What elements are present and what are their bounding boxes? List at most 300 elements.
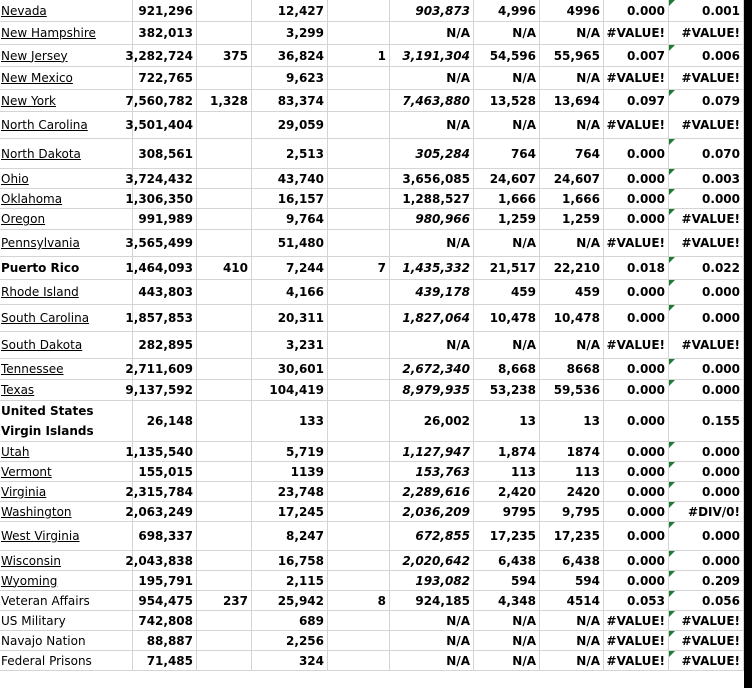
error-indicator-icon xyxy=(669,189,675,195)
grid-cell[interactable]: 439,178 xyxy=(390,280,474,305)
grid-cell[interactable]: 689 xyxy=(252,611,328,631)
grid-cell[interactable]: 4,348 xyxy=(474,591,540,611)
grid-cell[interactable]: 1,135,540 xyxy=(133,442,197,462)
grid-cell[interactable]: 991,989 xyxy=(133,209,197,230)
grid-cell[interactable]: 410 xyxy=(197,257,252,280)
grid-cell[interactable]: 0.000 xyxy=(604,169,669,189)
grid-cell[interactable] xyxy=(328,332,390,359)
grid-cell[interactable] xyxy=(197,611,252,631)
grid-cell[interactable]: #VALUE! xyxy=(604,230,669,257)
grid-cell[interactable]: N/A xyxy=(474,332,540,359)
grid-cell[interactable]: 4,996 xyxy=(474,0,540,22)
grid-cell[interactable] xyxy=(669,0,744,22)
grid-cell[interactable] xyxy=(328,305,390,332)
grid-cell[interactable] xyxy=(669,209,744,230)
error-indicator-icon xyxy=(669,280,675,286)
grid-cell[interactable] xyxy=(669,631,744,651)
grid-cell[interactable]: 2,043,838 xyxy=(133,551,197,571)
grid-cell[interactable]: N/A xyxy=(390,651,474,671)
grid-cell[interactable]: 6,438 xyxy=(474,551,540,571)
grid-cell[interactable]: 0.000 xyxy=(604,0,669,22)
row-label-cell[interactable]: South Carolina xyxy=(0,305,133,332)
grid-cell[interactable]: 0.000 xyxy=(604,209,669,230)
grid-cell[interactable] xyxy=(328,359,390,380)
grid-cell[interactable] xyxy=(197,359,252,380)
grid-cell[interactable]: N/A xyxy=(390,611,474,631)
row-label-cell[interactable]: Utah xyxy=(0,442,133,462)
grid-cell[interactable] xyxy=(197,0,252,22)
grid-cell[interactable]: 0.000 xyxy=(604,551,669,571)
grid-cell[interactable]: 1,666 xyxy=(474,189,540,209)
row-label-cell[interactable]: West Virginia xyxy=(0,522,133,551)
row-label-cell[interactable]: US Military xyxy=(0,611,133,631)
grid-cell[interactable]: 10,478 xyxy=(540,305,604,332)
row-label-cell[interactable]: Puerto Rico xyxy=(0,257,133,280)
grid-cell[interactable] xyxy=(197,482,252,502)
grid-cell[interactable]: #VALUE! xyxy=(604,332,669,359)
grid-cell[interactable] xyxy=(669,359,744,380)
grid-cell[interactable]: 1,874 xyxy=(474,442,540,462)
grid-cell[interactable] xyxy=(669,442,744,462)
grid-cell[interactable] xyxy=(197,230,252,257)
row-label-cell[interactable]: Pennsylvania xyxy=(0,230,133,257)
grid-cell[interactable]: 1,666 xyxy=(540,189,604,209)
grid-cell[interactable]: 0.000 xyxy=(604,502,669,522)
grid-cell[interactable]: N/A xyxy=(540,631,604,651)
row-label-cell[interactable]: Tennessee xyxy=(0,359,133,380)
grid-cell[interactable] xyxy=(328,139,390,169)
grid-cell[interactable]: 13,528 xyxy=(474,90,540,112)
grid-cell[interactable]: 3,656,085 xyxy=(390,169,474,189)
grid-cell[interactable]: 0.000 xyxy=(604,305,669,332)
grid-cell[interactable] xyxy=(328,551,390,571)
row-label-cell[interactable]: Texas xyxy=(0,380,133,401)
cell-value: 0.000 xyxy=(702,191,740,206)
grid-cell[interactable]: 237 xyxy=(197,591,252,611)
grid-cell[interactable]: 153,763 xyxy=(390,462,474,482)
grid-cell[interactable]: N/A xyxy=(540,22,604,45)
grid-cell[interactable]: #VALUE! xyxy=(669,112,744,139)
grid-cell[interactable]: 26,002 xyxy=(390,401,474,442)
grid-cell[interactable]: 0.000 xyxy=(604,280,669,305)
grid-cell[interactable]: 1,827,064 xyxy=(390,305,474,332)
cell-value: 0.056 xyxy=(702,593,740,608)
grid-cell[interactable] xyxy=(328,380,390,401)
grid-cell[interactable]: 375 xyxy=(197,45,252,67)
row-label-cell[interactable]: Oklahoma xyxy=(0,189,133,209)
grid-cell[interactable]: 155,015 xyxy=(133,462,197,482)
grid-cell[interactable]: 88,887 xyxy=(133,631,197,651)
grid-cell[interactable]: 3,724,432 xyxy=(133,169,197,189)
grid-cell[interactable]: 324 xyxy=(252,651,328,671)
grid-cell[interactable]: 1,464,093 xyxy=(133,257,197,280)
grid-cell[interactable] xyxy=(197,380,252,401)
grid-cell[interactable] xyxy=(328,631,390,651)
grid-cell[interactable]: 764 xyxy=(540,139,604,169)
grid-cell[interactable]: 20,311 xyxy=(252,305,328,332)
grid-cell[interactable]: 1,259 xyxy=(474,209,540,230)
grid-cell[interactable] xyxy=(669,462,744,482)
grid-cell[interactable]: 7,244 xyxy=(252,257,328,280)
grid-cell[interactable]: 2,020,642 xyxy=(390,551,474,571)
grid-cell[interactable]: 2420 xyxy=(540,482,604,502)
grid-cell[interactable] xyxy=(328,90,390,112)
grid-cell[interactable]: 2,711,609 xyxy=(133,359,197,380)
grid-cell[interactable]: 53,238 xyxy=(474,380,540,401)
grid-cell[interactable]: 26,148 xyxy=(133,401,197,442)
row-label-cell[interactable]: Oregon xyxy=(0,209,133,230)
grid-cell[interactable]: 443,803 xyxy=(133,280,197,305)
grid-cell[interactable]: #VALUE! xyxy=(669,67,744,90)
grid-cell[interactable]: 0.000 xyxy=(604,482,669,502)
grid-cell[interactable]: 0.053 xyxy=(604,591,669,611)
row-label-cell[interactable]: Federal Prisons xyxy=(0,651,133,671)
grid-cell[interactable]: 133 xyxy=(252,401,328,442)
grid-cell[interactable]: 7,560,782 xyxy=(133,90,197,112)
grid-cell[interactable]: N/A xyxy=(540,611,604,631)
grid-cell[interactable]: 30,601 xyxy=(252,359,328,380)
grid-cell[interactable]: N/A xyxy=(474,112,540,139)
grid-cell[interactable]: 0.000 xyxy=(604,189,669,209)
grid-cell[interactable]: 8,247 xyxy=(252,522,328,551)
grid-cell[interactable]: 0.000 xyxy=(604,571,669,591)
grid-cell[interactable]: 980,966 xyxy=(390,209,474,230)
grid-cell[interactable]: 382,013 xyxy=(133,22,197,45)
grid-cell[interactable]: 8668 xyxy=(540,359,604,380)
grid-cell[interactable]: 0.000 xyxy=(604,462,669,482)
grid-cell[interactable] xyxy=(328,571,390,591)
grid-cell[interactable]: 903,873 xyxy=(390,0,474,22)
grid-cell[interactable]: 0.007 xyxy=(604,45,669,67)
grid-cell[interactable] xyxy=(197,189,252,209)
grid-cell[interactable] xyxy=(328,280,390,305)
grid-cell[interactable]: 1,328 xyxy=(197,90,252,112)
grid-cell[interactable]: 1,857,853 xyxy=(133,305,197,332)
grid-cell[interactable]: 113 xyxy=(540,462,604,482)
grid-cell[interactable] xyxy=(669,522,744,551)
grid-cell[interactable] xyxy=(328,651,390,671)
grid-cell[interactable] xyxy=(669,380,744,401)
grid-cell[interactable]: 594 xyxy=(540,571,604,591)
row-label-cell[interactable]: New Mexico xyxy=(0,67,133,90)
grid-cell[interactable]: 7 xyxy=(328,257,390,280)
grid-cell[interactable]: 4996 xyxy=(540,0,604,22)
row-label-cell[interactable]: Wisconsin xyxy=(0,551,133,571)
grid-cell[interactable]: 3,565,499 xyxy=(133,230,197,257)
row-label-cell[interactable]: Virginia xyxy=(0,482,133,502)
grid-cell[interactable]: 921,296 xyxy=(133,0,197,22)
grid-cell[interactable] xyxy=(328,0,390,22)
grid-cell[interactable]: 13,694 xyxy=(540,90,604,112)
grid-cell[interactable]: 0.000 xyxy=(604,401,669,442)
grid-cell[interactable] xyxy=(197,112,252,139)
grid-cell[interactable]: 7,463,880 xyxy=(390,90,474,112)
grid-cell[interactable] xyxy=(328,169,390,189)
grid-cell[interactable] xyxy=(197,139,252,169)
grid-cell[interactable]: 2,256 xyxy=(252,631,328,651)
grid-cell[interactable] xyxy=(197,442,252,462)
grid-cell[interactable]: 0.155 xyxy=(669,401,744,442)
grid-cell[interactable]: 9,623 xyxy=(252,67,328,90)
grid-cell[interactable]: N/A xyxy=(474,631,540,651)
grid-cell[interactable] xyxy=(669,502,744,522)
grid-cell[interactable]: 2,315,784 xyxy=(133,482,197,502)
grid-cell[interactable]: 12,427 xyxy=(252,0,328,22)
error-indicator-icon xyxy=(669,359,675,365)
grid-cell[interactable]: 51,480 xyxy=(252,230,328,257)
grid-cell[interactable]: 193,082 xyxy=(390,571,474,591)
grid-cell[interactable]: 21,517 xyxy=(474,257,540,280)
grid-cell[interactable]: 9795 xyxy=(474,502,540,522)
grid-cell[interactable] xyxy=(328,482,390,502)
grid-cell[interactable]: #VALUE! xyxy=(604,631,669,651)
grid-cell[interactable]: 1139 xyxy=(252,462,328,482)
grid-cell[interactable]: 3,191,304 xyxy=(390,45,474,67)
grid-cell[interactable]: 1,259 xyxy=(540,209,604,230)
grid-cell[interactable] xyxy=(669,189,744,209)
grid-cell[interactable] xyxy=(669,139,744,169)
grid-cell[interactable] xyxy=(197,502,252,522)
grid-cell[interactable]: 195,791 xyxy=(133,571,197,591)
row-label-cell[interactable]: Navajo Nation xyxy=(0,631,133,651)
grid-cell[interactable]: 2,289,616 xyxy=(390,482,474,502)
grid-cell[interactable]: N/A xyxy=(390,631,474,651)
grid-cell[interactable]: N/A xyxy=(390,112,474,139)
grid-cell[interactable]: 742,808 xyxy=(133,611,197,631)
grid-cell[interactable]: 0.000 xyxy=(604,442,669,462)
row-label-cell[interactable]: United States Virgin Islands xyxy=(0,401,133,442)
grid-cell[interactable]: 17,245 xyxy=(252,502,328,522)
row-label-cell[interactable]: New Jersey xyxy=(0,45,133,67)
grid-cell[interactable]: N/A xyxy=(540,651,604,671)
cell-value: #VALUE! xyxy=(681,212,740,226)
grid-cell[interactable]: 8,979,935 xyxy=(390,380,474,401)
grid-cell[interactable]: N/A xyxy=(390,67,474,90)
grid-cell[interactable]: 764 xyxy=(474,139,540,169)
row-label-cell[interactable]: Veteran Affairs xyxy=(0,591,133,611)
grid-cell[interactable]: 2,115 xyxy=(252,571,328,591)
grid-cell[interactable]: 9,137,592 xyxy=(133,380,197,401)
grid-cell[interactable] xyxy=(197,305,252,332)
grid-cell[interactable]: 3,299 xyxy=(252,22,328,45)
cell-value: 0.000 xyxy=(702,311,740,325)
grid-cell[interactable]: N/A xyxy=(474,22,540,45)
grid-cell[interactable]: N/A xyxy=(390,22,474,45)
grid-cell[interactable]: 1 xyxy=(328,45,390,67)
grid-cell[interactable]: #VALUE! xyxy=(604,67,669,90)
grid-cell[interactable]: N/A xyxy=(390,332,474,359)
grid-cell[interactable]: 954,475 xyxy=(133,591,197,611)
grid-cell[interactable]: 0.097 xyxy=(604,90,669,112)
grid-cell[interactable] xyxy=(328,522,390,551)
grid-cell[interactable]: 0.000 xyxy=(604,522,669,551)
grid-cell[interactable]: #VALUE! xyxy=(669,332,744,359)
grid-cell[interactable]: 2,420 xyxy=(474,482,540,502)
grid-cell[interactable]: 71,485 xyxy=(133,651,197,671)
grid-cell[interactable]: 17,235 xyxy=(540,522,604,551)
grid-cell[interactable] xyxy=(669,651,744,671)
grid-cell[interactable]: 3,501,404 xyxy=(133,112,197,139)
grid-cell[interactable] xyxy=(197,401,252,442)
grid-cell[interactable]: 0.018 xyxy=(604,257,669,280)
grid-cell[interactable] xyxy=(669,169,744,189)
grid-cell[interactable] xyxy=(669,257,744,280)
grid-cell[interactable]: 698,337 xyxy=(133,522,197,551)
grid-cell[interactable]: 672,855 xyxy=(390,522,474,551)
grid-cell[interactable] xyxy=(197,209,252,230)
grid-cell[interactable]: 13 xyxy=(540,401,604,442)
grid-cell[interactable]: 4514 xyxy=(540,591,604,611)
grid-cell[interactable]: 16,758 xyxy=(252,551,328,571)
grid-cell[interactable]: 722,765 xyxy=(133,67,197,90)
grid-cell[interactable]: 9,795 xyxy=(540,502,604,522)
grid-cell[interactable]: 924,185 xyxy=(390,591,474,611)
grid-cell[interactable]: 459 xyxy=(474,280,540,305)
grid-cell[interactable]: 3,231 xyxy=(252,332,328,359)
grid-cell[interactable]: 24,607 xyxy=(540,169,604,189)
grid-cell[interactable]: 1,435,332 xyxy=(390,257,474,280)
grid-cell[interactable] xyxy=(328,230,390,257)
grid-cell[interactable]: 4,166 xyxy=(252,280,328,305)
grid-cell[interactable]: 10,478 xyxy=(474,305,540,332)
grid-cell[interactable]: 2,036,209 xyxy=(390,502,474,522)
grid-cell[interactable]: 2,513 xyxy=(252,139,328,169)
grid-cell[interactable]: 0.000 xyxy=(604,380,669,401)
grid-cell[interactable]: 16,157 xyxy=(252,189,328,209)
grid-cell[interactable]: 1,306,350 xyxy=(133,189,197,209)
grid-cell[interactable]: 459 xyxy=(540,280,604,305)
row-label-cell[interactable]: Rhode Island xyxy=(0,280,133,305)
grid-cell[interactable] xyxy=(328,209,390,230)
grid-cell[interactable] xyxy=(328,462,390,482)
grid-cell[interactable] xyxy=(669,45,744,67)
grid-cell[interactable]: 3,282,724 xyxy=(133,45,197,67)
grid-cell[interactable] xyxy=(197,631,252,651)
row-label-cell[interactable]: Nevada xyxy=(0,0,133,22)
grid-cell[interactable] xyxy=(669,305,744,332)
grid-cell[interactable]: N/A xyxy=(540,112,604,139)
grid-cell[interactable]: N/A xyxy=(540,230,604,257)
grid-cell[interactable]: 8 xyxy=(328,591,390,611)
grid-cell[interactable] xyxy=(669,551,744,571)
row-label-cell[interactable]: Wyoming xyxy=(0,571,133,591)
grid-cell[interactable] xyxy=(328,67,390,90)
grid-cell[interactable]: 113 xyxy=(474,462,540,482)
grid-cell[interactable] xyxy=(669,571,744,591)
grid-cell[interactable]: 1874 xyxy=(540,442,604,462)
grid-cell[interactable]: N/A xyxy=(474,230,540,257)
grid-cell[interactable] xyxy=(197,462,252,482)
grid-cell[interactable] xyxy=(328,442,390,462)
grid-cell[interactable]: 2,672,340 xyxy=(390,359,474,380)
grid-cell[interactable]: 59,536 xyxy=(540,380,604,401)
grid-cell[interactable] xyxy=(328,401,390,442)
grid-cell[interactable] xyxy=(197,169,252,189)
error-indicator-icon xyxy=(669,442,675,448)
grid-cell[interactable]: 17,235 xyxy=(474,522,540,551)
row-label-cell[interactable]: North Carolina xyxy=(0,112,133,139)
grid-cell[interactable]: 9,764 xyxy=(252,209,328,230)
grid-cell[interactable]: 0.000 xyxy=(604,359,669,380)
grid-cell[interactable]: 54,596 xyxy=(474,45,540,67)
error-indicator-icon xyxy=(669,45,675,51)
grid-cell[interactable]: 36,824 xyxy=(252,45,328,67)
grid-cell[interactable]: 594 xyxy=(474,571,540,591)
grid-cell[interactable]: #VALUE! xyxy=(604,651,669,671)
grid-cell[interactable]: 0.000 xyxy=(604,139,669,169)
grid-cell[interactable]: 43,740 xyxy=(252,169,328,189)
grid-cell[interactable]: N/A xyxy=(474,611,540,631)
grid-cell[interactable] xyxy=(669,482,744,502)
grid-cell[interactable] xyxy=(328,112,390,139)
grid-cell[interactable] xyxy=(197,332,252,359)
grid-cell[interactable]: #VALUE! xyxy=(604,112,669,139)
grid-cell[interactable] xyxy=(197,651,252,671)
grid-cell[interactable]: 2,063,249 xyxy=(133,502,197,522)
grid-cell[interactable]: 29,059 xyxy=(252,112,328,139)
grid-cell[interactable]: 8,668 xyxy=(474,359,540,380)
grid-cell[interactable] xyxy=(328,611,390,631)
row-label-cell[interactable]: Washington xyxy=(0,502,133,522)
grid-cell[interactable]: 104,419 xyxy=(252,380,328,401)
grid-cell[interactable]: 22,210 xyxy=(540,257,604,280)
grid-cell[interactable]: 1,127,947 xyxy=(390,442,474,462)
row-label-cell[interactable]: South Dakota xyxy=(0,332,133,359)
grid-cell[interactable]: 13 xyxy=(474,401,540,442)
grid-cell[interactable]: 1,288,527 xyxy=(390,189,474,209)
grid-cell[interactable] xyxy=(197,522,252,551)
grid-cell[interactable]: 308,561 xyxy=(133,139,197,169)
row-label-cell[interactable]: Vermont xyxy=(0,462,133,482)
grid-cell[interactable]: #VALUE! xyxy=(669,230,744,257)
grid-cell[interactable] xyxy=(197,22,252,45)
grid-cell[interactable]: N/A xyxy=(474,651,540,671)
grid-cell[interactable]: N/A xyxy=(390,230,474,257)
grid-cell[interactable] xyxy=(669,90,744,112)
row-label-cell[interactable]: New Hampshire xyxy=(0,22,133,45)
grid-cell[interactable] xyxy=(328,502,390,522)
grid-cell[interactable]: 5,719 xyxy=(252,442,328,462)
grid-cell[interactable]: 282,895 xyxy=(133,332,197,359)
row-label-cell[interactable]: New York xyxy=(0,90,133,112)
error-indicator-icon xyxy=(669,209,675,215)
row-label-cell[interactable]: North Dakota xyxy=(0,139,133,169)
grid-cell[interactable] xyxy=(669,611,744,631)
grid-cell[interactable]: #VALUE! xyxy=(669,22,744,45)
grid-cell[interactable] xyxy=(328,22,390,45)
grid-cell[interactable]: N/A xyxy=(540,67,604,90)
grid-cell[interactable] xyxy=(197,67,252,90)
grid-cell[interactable]: #VALUE! xyxy=(604,611,669,631)
grid-cell[interactable]: N/A xyxy=(540,332,604,359)
grid-cell[interactable]: 83,374 xyxy=(252,90,328,112)
row-label-cell[interactable]: Ohio xyxy=(0,169,133,189)
grid-cell[interactable]: N/A xyxy=(474,67,540,90)
grid-cell[interactable]: 6,438 xyxy=(540,551,604,571)
grid-cell[interactable]: #VALUE! xyxy=(604,22,669,45)
grid-cell[interactable]: 25,942 xyxy=(252,591,328,611)
grid-cell[interactable]: 24,607 xyxy=(474,169,540,189)
grid-cell[interactable] xyxy=(328,189,390,209)
grid-cell[interactable] xyxy=(669,591,744,611)
grid-cell[interactable] xyxy=(669,280,744,305)
grid-cell[interactable]: 305,284 xyxy=(390,139,474,169)
grid-cell[interactable] xyxy=(197,551,252,571)
grid-cell[interactable] xyxy=(197,571,252,591)
grid-cell[interactable] xyxy=(197,280,252,305)
grid-cell[interactable]: 23,748 xyxy=(252,482,328,502)
grid-cell[interactable]: 55,965 xyxy=(540,45,604,67)
